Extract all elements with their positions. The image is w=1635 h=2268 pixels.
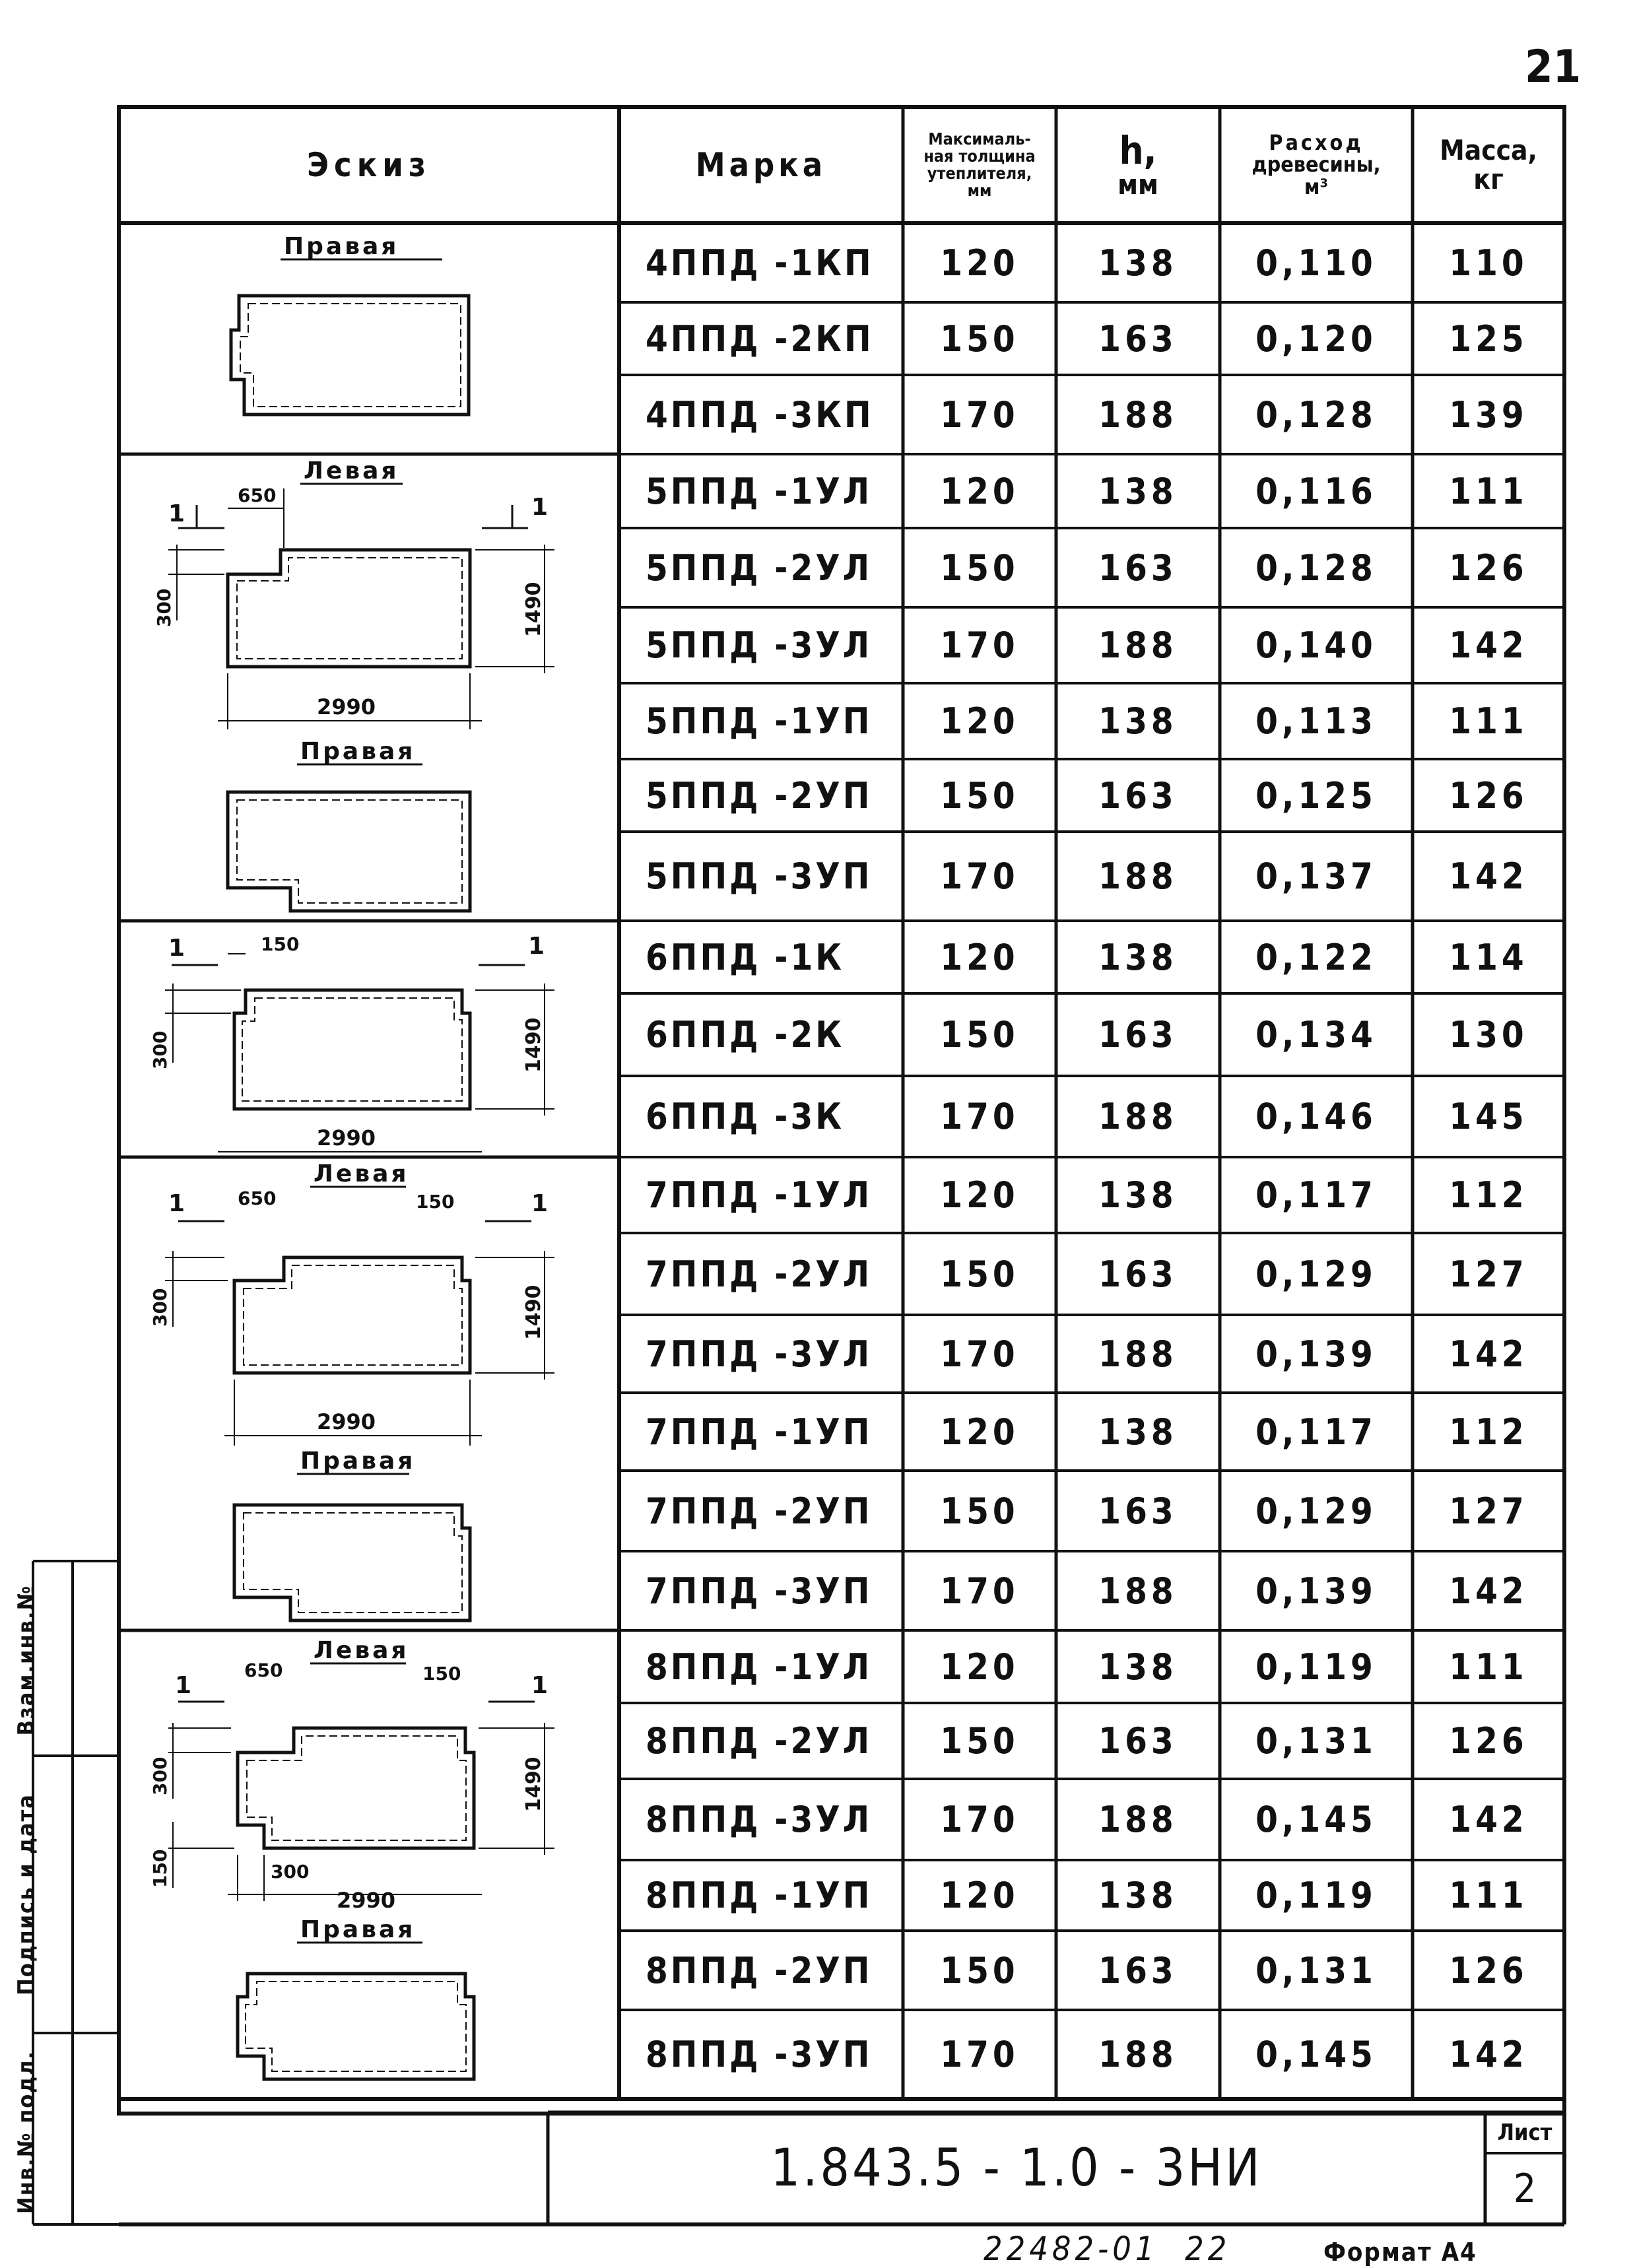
cell-mark: 8ППД -1УЛ xyxy=(646,1646,873,1688)
cell-wood: 0,120 xyxy=(1255,317,1377,360)
cell-mass: 142 xyxy=(1449,624,1528,666)
cell-thickness: 120 xyxy=(940,700,1019,742)
header-h-unit: мм xyxy=(1118,168,1158,201)
header-sketch-label: Эскиз xyxy=(307,145,431,184)
cell-thickness: 150 xyxy=(940,547,1019,589)
cell-mass: 130 xyxy=(1449,1014,1528,1055)
cell-h: 163 xyxy=(1098,774,1178,817)
cell-h: 188 xyxy=(1098,1096,1178,1137)
order-number: 22482-01 22 xyxy=(984,2230,1231,2268)
cell-mark: 5ППД -2УП xyxy=(646,774,873,817)
sheet-label: Лист xyxy=(1497,2119,1552,2146)
header-mass-line: Масса, xyxy=(1440,133,1537,166)
cell-thickness: 170 xyxy=(940,855,1019,897)
cell-thickness: 170 xyxy=(940,393,1019,436)
label-right: Правая xyxy=(300,1916,416,1943)
cell-mark: 4ППД -1КП xyxy=(646,242,874,284)
cell-wood: 0,113 xyxy=(1255,700,1377,742)
cell-mass: 145 xyxy=(1449,1096,1528,1137)
cell-h: 163 xyxy=(1098,1253,1178,1295)
cell-wood: 0,128 xyxy=(1255,547,1377,589)
header-thickness-line: мм xyxy=(967,181,992,201)
cell-wood: 0,129 xyxy=(1255,1253,1377,1295)
cell-wood: 0,145 xyxy=(1255,1799,1377,1840)
cell-mark: 8ППД -2УП xyxy=(646,1949,873,1991)
document-code: 1.843.5 - 1.0 - 3НИ xyxy=(770,2139,1263,2198)
cell-wood: 0,131 xyxy=(1255,1949,1377,1991)
header-thickness-line: Максималь- xyxy=(928,129,1031,149)
cell-mark: 4ППД -2КП xyxy=(646,317,874,360)
cell-h: 188 xyxy=(1098,1799,1178,1840)
cell-thickness: 150 xyxy=(940,774,1019,817)
cell-wood: 0,117 xyxy=(1255,1174,1377,1216)
cell-mass: 142 xyxy=(1449,1333,1528,1375)
dim-2990: 2990 xyxy=(317,1125,376,1151)
dim-1490: 1490 xyxy=(522,1756,545,1812)
cell-h: 138 xyxy=(1098,1646,1178,1688)
dim-300: 300 xyxy=(149,1288,171,1327)
cell-mark: 7ППД -1УП xyxy=(646,1411,873,1453)
section-mark: 1 xyxy=(168,935,185,962)
header-wood-line: древесины, xyxy=(1251,152,1381,178)
cell-mark: 6ППД -3К xyxy=(646,1096,844,1137)
cell-mark: 7ППД -1УЛ xyxy=(646,1174,873,1216)
cell-mass: 111 xyxy=(1449,1875,1528,1916)
label-left: Левая xyxy=(304,457,399,484)
dim-150: 150 xyxy=(416,1191,455,1213)
format-label: Формат А4 xyxy=(1323,2238,1477,2267)
cell-mass: 112 xyxy=(1449,1174,1528,1216)
stamp-inv-orig: Инв.№ подл. xyxy=(13,2050,40,2215)
cell-thickness: 170 xyxy=(940,2034,1019,2075)
section-mark: 1 xyxy=(168,500,185,527)
cell-thickness: 150 xyxy=(940,1253,1019,1295)
cell-mass: 126 xyxy=(1449,774,1528,817)
cell-thickness: 150 xyxy=(940,317,1019,360)
header-thickness-line: ная толщина xyxy=(923,146,1036,166)
cell-thickness: 150 xyxy=(940,1014,1019,1055)
cell-wood: 0,110 xyxy=(1255,242,1377,284)
cell-wood: 0,145 xyxy=(1255,2034,1377,2075)
cell-mass: 142 xyxy=(1449,2034,1528,2075)
cell-thickness: 120 xyxy=(940,936,1019,978)
label-left: Левая xyxy=(314,1637,409,1664)
cell-mass: 112 xyxy=(1449,1411,1528,1453)
cell-mark: 6ППД -1К xyxy=(646,936,844,978)
cell-mass: 114 xyxy=(1449,936,1528,978)
cell-thickness: 120 xyxy=(940,1875,1019,1916)
cell-h: 138 xyxy=(1098,470,1178,512)
header-wood-line: Расход xyxy=(1269,129,1364,155)
dim-300: 300 xyxy=(153,588,175,627)
cell-wood: 0,129 xyxy=(1255,1490,1377,1532)
cell-mark: 8ППД -3УЛ xyxy=(646,1799,873,1840)
cell-mass: 142 xyxy=(1449,855,1528,897)
dim-650: 650 xyxy=(238,484,277,506)
header-wood-line: м³ xyxy=(1304,174,1329,199)
cell-wood: 0,125 xyxy=(1255,774,1377,817)
dim-150: 150 xyxy=(149,1849,171,1888)
cell-wood: 0,146 xyxy=(1255,1096,1377,1137)
cell-h: 188 xyxy=(1098,2034,1178,2075)
dim-2990: 2990 xyxy=(317,1409,376,1434)
cell-mass: 139 xyxy=(1449,393,1528,436)
section-mark: 1 xyxy=(528,933,545,960)
cell-wood: 0,134 xyxy=(1255,1014,1377,1055)
cell-mass: 125 xyxy=(1449,317,1528,360)
panel-outline xyxy=(238,1974,474,2079)
cell-h: 163 xyxy=(1098,317,1178,360)
cell-thickness: 150 xyxy=(940,1490,1019,1532)
cell-thickness: 120 xyxy=(940,242,1019,284)
cell-wood: 0,128 xyxy=(1255,393,1377,436)
dim-2990: 2990 xyxy=(317,694,376,719)
cell-mass: 127 xyxy=(1449,1490,1528,1532)
cell-h: 188 xyxy=(1098,1333,1178,1375)
dim-1490: 1490 xyxy=(522,1284,545,1340)
cell-mark: 5ППД -1УП xyxy=(646,700,873,742)
cell-wood: 0,131 xyxy=(1255,1720,1377,1762)
dim-150: 150 xyxy=(261,933,300,955)
header-h-symbol: h, xyxy=(1119,127,1157,173)
cell-mass: 142 xyxy=(1449,1799,1528,1840)
label-left: Левая xyxy=(314,1160,409,1187)
header-thickness-line: утеплителя, xyxy=(927,164,1032,183)
label-right: Правая xyxy=(300,738,416,765)
cell-mark: 5ППД -3УЛ xyxy=(646,624,873,666)
panel-outline xyxy=(234,1505,470,1620)
dim-1490: 1490 xyxy=(522,1017,545,1073)
cell-mass: 126 xyxy=(1449,547,1528,589)
cell-thickness: 120 xyxy=(940,1646,1019,1688)
cell-wood: 0,122 xyxy=(1255,936,1377,978)
cell-thickness: 120 xyxy=(940,1174,1019,1216)
section-mark: 1 xyxy=(531,1672,549,1699)
cell-thickness: 170 xyxy=(940,1570,1019,1612)
cell-thickness: 150 xyxy=(940,1720,1019,1762)
cell-mark: 6ППД -2К xyxy=(646,1014,844,1055)
cell-h: 138 xyxy=(1098,1875,1178,1916)
cell-h: 188 xyxy=(1098,393,1178,436)
cell-mass: 111 xyxy=(1449,1646,1528,1688)
cell-h: 138 xyxy=(1098,1174,1178,1216)
cell-thickness: 170 xyxy=(940,1333,1019,1375)
dim-300: 300 xyxy=(149,1756,171,1795)
stamp-inv-repl: Взам.инв.№ xyxy=(13,1584,40,1736)
cell-wood: 0,119 xyxy=(1255,1646,1377,1688)
sheet-number: 2 xyxy=(1513,2166,1537,2212)
panel-outline xyxy=(231,296,469,415)
dim-1490: 1490 xyxy=(522,582,545,637)
panel-outline xyxy=(238,1728,474,1848)
cell-h: 163 xyxy=(1098,1014,1178,1055)
cell-mass: 111 xyxy=(1449,470,1528,512)
cell-thickness: 120 xyxy=(940,470,1019,512)
cell-wood: 0,137 xyxy=(1255,855,1377,897)
cell-mass: 110 xyxy=(1449,242,1528,284)
cell-thickness: 120 xyxy=(940,1411,1019,1453)
dim-650: 650 xyxy=(244,1659,283,1681)
cell-mass: 126 xyxy=(1449,1949,1528,1991)
cell-mark: 8ППД -2УЛ xyxy=(646,1720,873,1762)
cell-mark: 5ППД -3УП xyxy=(646,855,873,897)
cell-wood: 0,139 xyxy=(1255,1333,1377,1375)
cell-mark: 4ППД -3КП xyxy=(646,393,874,436)
cell-wood: 0,139 xyxy=(1255,1570,1377,1612)
header-mark-label: Марка xyxy=(695,145,827,184)
cell-mass: 126 xyxy=(1449,1720,1528,1762)
cell-mass: 127 xyxy=(1449,1253,1528,1295)
cell-mark: 7ППД -3УП xyxy=(646,1570,873,1612)
cell-mark: 7ППД -3УЛ xyxy=(646,1333,873,1375)
cell-h: 188 xyxy=(1098,624,1178,666)
cell-mark: 5ППД -2УЛ xyxy=(646,547,873,589)
header-mass-line: кг xyxy=(1473,163,1504,195)
cell-h: 163 xyxy=(1098,547,1178,589)
dim-300: 300 xyxy=(149,1030,171,1069)
section-mark: 1 xyxy=(175,1672,192,1699)
cell-mark: 8ППД -1УП xyxy=(646,1875,873,1916)
cell-thickness: 150 xyxy=(940,1949,1019,1991)
cell-h: 163 xyxy=(1098,1720,1178,1762)
stamp-sign-date: Подпись и дата xyxy=(13,1793,40,1995)
label-right: Правая xyxy=(284,233,399,260)
cell-mark: 8ППД -3УП xyxy=(646,2034,873,2075)
dim-650: 650 xyxy=(238,1187,277,1209)
cell-h: 188 xyxy=(1098,855,1178,897)
cell-wood: 0,117 xyxy=(1255,1411,1377,1453)
panel-outline xyxy=(228,792,470,911)
panel-outline xyxy=(234,1257,470,1373)
cell-mark: 7ППД -2УП xyxy=(646,1490,873,1532)
cell-thickness: 170 xyxy=(940,624,1019,666)
cell-wood: 0,119 xyxy=(1255,1875,1377,1916)
cell-mass: 142 xyxy=(1449,1570,1528,1612)
cell-h: 163 xyxy=(1098,1490,1178,1532)
cell-thickness: 170 xyxy=(940,1096,1019,1137)
cell-wood: 0,140 xyxy=(1255,624,1377,666)
panel-outline xyxy=(228,550,470,667)
dim-150: 150 xyxy=(422,1663,461,1684)
cell-h: 163 xyxy=(1098,1949,1178,1991)
section-mark: 1 xyxy=(531,1190,549,1217)
dim-2990: 2990 xyxy=(337,1888,396,1913)
page-number: 21 xyxy=(1525,41,1582,93)
cell-h: 138 xyxy=(1098,936,1178,978)
cell-thickness: 170 xyxy=(940,1799,1019,1840)
cell-wood: 0,116 xyxy=(1255,470,1377,512)
cell-h: 138 xyxy=(1098,1411,1178,1453)
cell-mass: 111 xyxy=(1449,700,1528,742)
cell-h: 138 xyxy=(1098,700,1178,742)
cell-mark: 7ППД -2УЛ xyxy=(646,1253,873,1295)
section-mark: 1 xyxy=(531,494,549,521)
section-mark: 1 xyxy=(168,1190,185,1217)
dim-300: 300 xyxy=(271,1861,310,1883)
label-right: Правая xyxy=(300,1448,416,1475)
cell-h: 188 xyxy=(1098,1570,1178,1612)
panel-outline xyxy=(234,990,470,1109)
cell-mark: 5ППД -1УЛ xyxy=(646,470,873,512)
cell-h: 138 xyxy=(1098,242,1178,284)
